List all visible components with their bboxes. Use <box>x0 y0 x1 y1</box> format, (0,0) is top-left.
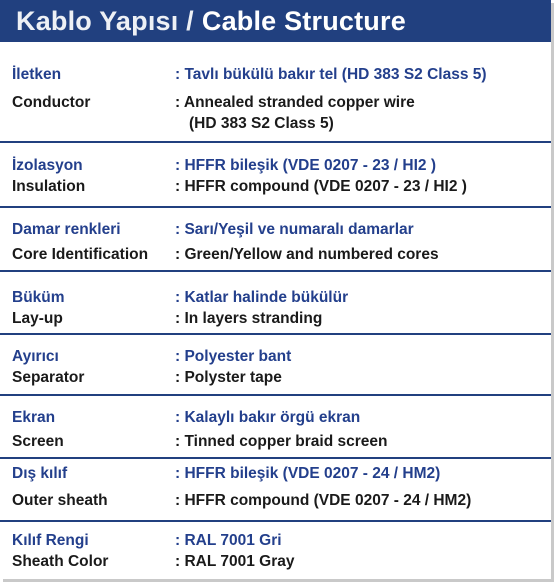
row-english <box>12 553 543 571</box>
row-english <box>12 433 543 451</box>
section-separator <box>0 335 551 396</box>
label-turkish: İzolasyon <box>12 157 83 174</box>
label-english: Insulation <box>12 178 86 195</box>
label-english: Core Identification <box>12 246 149 263</box>
value-english: : HFFR compound (VDE 0207 - 24 / HM2) <box>175 492 472 509</box>
label-turkish: Büküm <box>12 289 65 306</box>
row-turkish <box>12 532 543 550</box>
label-english: Screen <box>12 433 64 450</box>
value-turkish: : Sarı/Yeşil ve numaralı damarlar <box>175 221 414 238</box>
section-core-identification <box>0 208 551 272</box>
section-screen <box>0 396 551 459</box>
row-turkish <box>12 465 543 483</box>
row-english <box>12 492 543 510</box>
label-turkish: Kılıf Rengi <box>12 532 89 549</box>
title-english: Cable Structure <box>201 5 406 36</box>
label-turkish: Ayırıcı <box>12 348 59 365</box>
row-turkish <box>12 221 543 239</box>
value-turkish: : Tavlı bükülü bakır tel (HD 383 S2 Class 5) <box>175 66 487 83</box>
section-conductor <box>0 42 551 143</box>
label-turkish: İletken <box>12 66 62 83</box>
value-english: : RAL 7001 Gray <box>175 553 295 570</box>
value-turkish: : HFFR bileşik (VDE 0207 - 24 / HM2) <box>175 465 441 482</box>
value-english: : Polyster tape <box>175 369 282 386</box>
spec-table <box>0 42 551 579</box>
value-turkish: : RAL 7001 Gri <box>175 532 282 549</box>
row-turkish <box>12 157 543 175</box>
title-turkish: Kablo Yapısı / <box>16 5 194 36</box>
value-english-continued: (HD 383 S2 Class 5) <box>189 115 334 132</box>
row-turkish <box>12 409 543 427</box>
row-turkish <box>12 66 543 84</box>
label-turkish: Damar renkleri <box>12 221 121 238</box>
label-english: Conductor <box>12 94 91 111</box>
value-english: : Green/Yellow and numbered cores <box>175 246 439 263</box>
label-english: Lay-up <box>12 310 63 327</box>
row-english <box>12 369 543 387</box>
value-english: : HFFR compound (VDE 0207 - 23 / HI2 ) <box>175 178 467 195</box>
label-english: Outer sheath <box>12 492 108 509</box>
value-turkish: : HFFR bileşik (VDE 0207 - 23 / HI2 ) <box>175 157 436 174</box>
value-english: : Annealed stranded copper wire <box>175 94 415 111</box>
row-turkish <box>12 289 543 307</box>
row-english <box>12 178 543 196</box>
row-english <box>12 310 543 328</box>
label-turkish: Ekran <box>12 409 56 426</box>
label-english: Separator <box>12 369 85 386</box>
row-english <box>12 246 543 264</box>
label-english: Sheath Color <box>12 553 109 570</box>
label-turkish: Dış kılıf <box>12 465 68 482</box>
value-english: : Tinned copper braid screen <box>175 433 388 450</box>
value-turkish: : Kalaylı bakır örgü ekran <box>175 409 361 426</box>
section-insulation <box>0 143 551 208</box>
row-english <box>12 94 543 112</box>
header-bar <box>0 0 551 42</box>
row-turkish <box>12 348 543 366</box>
value-english: : In layers stranding <box>175 310 323 327</box>
section-lay-up <box>0 272 551 335</box>
section-outer-sheath <box>0 459 551 522</box>
section-sheath-color <box>0 522 551 579</box>
value-turkish: : Polyester bant <box>175 348 292 365</box>
value-turkish: : Katlar halinde bükülür <box>175 289 349 306</box>
